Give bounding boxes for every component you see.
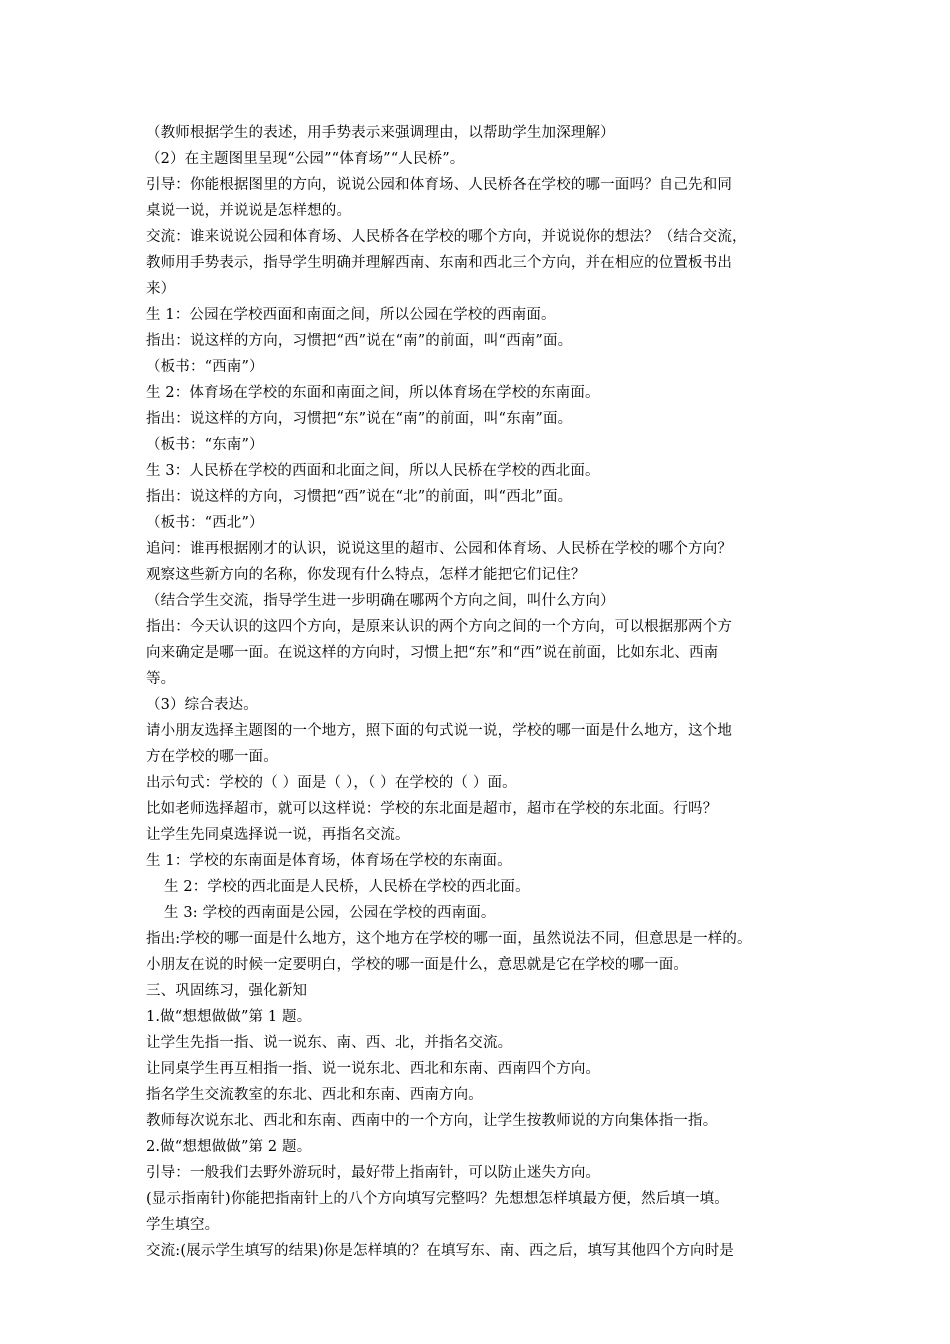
paragraph-line: 学生填空。 [146,1217,220,1233]
paragraph-line: 桌说一说，并说说是怎样想的。 [146,203,352,219]
paragraph-line: 指出：今天认识的这四个方向，是原来认识的两个方向之间的一个方向，可以根据那两个方 [146,619,732,635]
paragraph-line: （教师根据学生的表述，用手势表示来强调理由，以帮助学生加深理解） [146,125,615,141]
paragraph-line: 1.做“想想做做”第 1 题。 [146,1009,312,1025]
section-heading: 三、巩固练习，强化新知 [146,983,308,999]
paragraph-line: 让学生先同桌选择说一说，再指名交流。 [146,827,410,843]
paragraph-line: （板书：“西北”） [146,515,264,531]
paragraph-line: 让同桌学生再互相指一指、说一说东北、西北和东南、西南四个方向。 [146,1061,601,1077]
paragraph-line: 比如老师选择超市，就可以这样说：学校的东北面是超市，超市在学校的东北面。行吗？ [146,801,718,817]
paragraph-line: （板书：“东南”） [146,437,264,453]
paragraph-line: 等。 [146,671,176,687]
paragraph-line: 交流：谁来说说公园和体育场、人民桥各在学校的哪个方向，并说说你的想法？（结合交流， [146,229,747,245]
paragraph-line: （2）在主题图里呈现“公园”“体育场”“人民桥”。 [146,151,465,167]
paragraph-line: 指出：说这样的方向，习惯把“西”说在“北”的前面，叫“西北”面。 [146,489,573,505]
paragraph-line: 2.做“想想做做”第 2 题。 [146,1139,312,1155]
paragraph-line: 让学生先指一指、说一说东、南、西、北，并指名交流。 [146,1035,513,1051]
paragraph-line: 指出:学校的哪一面是什么地方，这个地方在学校的哪一面，虽然说法不同，但意思是一样的。 [146,931,752,947]
paragraph-line: 生 2：学校的西北面是人民桥，人民桥在学校的西北面。 [164,879,530,895]
paragraph-line: 观察这些新方向的名称，你发现有什么特点，怎样才能把它们记住？ [146,567,586,583]
paragraph-line: 指出：说这样的方向，习惯把“西”说在“南”的前面，叫“西南”面。 [146,333,573,349]
paragraph-line: 生 1：学校的东南面是体育场，体育场在学校的东南面。 [146,853,512,869]
paragraph-line: （3）综合表达。 [146,697,258,713]
paragraph-line: 出示句式：学校的（ ）面是（ ），（ ）在学校的（ ）面。 [146,775,517,791]
paragraph-line: 指名学生交流教室的东北、西北和东南、西南方向。 [146,1087,483,1103]
paragraph-line: （结合学生交流，指导学生进一步明确在哪两个方向之间，叫什么方向） [146,593,615,609]
paragraph-line: 请小朋友选择主题图的一个地方，照下面的句式说一说，学校的哪一面是什么地方，这个地 [146,723,732,739]
paragraph-line: 生 3: 学校的西南面是公园，公园在学校的西南面。 [164,905,496,921]
paragraph-line: （板书：“西南”） [146,359,264,375]
paragraph-line: 生 2：体育场在学校的东面和南面之间，所以体育场在学校的东南面。 [146,385,600,401]
paragraph-line: 生 1：公园在学校西面和南面之间，所以公园在学校的西南面。 [146,307,556,323]
paragraph-line: 向来确定是哪一面。在说这样的方向时，习惯上把“东”和“西”说在前面，比如东北、西南 [146,645,719,661]
paragraph-line: 方在学校的哪一面。 [146,749,278,765]
paragraph-line: 教师用手势表示，指导学生明确并理解西南、东南和西北三个方向，并在相应的位置板书出 [146,255,732,271]
paragraph-line: 引导：一般我们去野外游玩时，最好带上指南针，可以防止迷失方向。 [146,1165,601,1181]
document-body [146,120,846,1264]
paragraph-line: 指出：说这样的方向，习惯把“东”说在“南”的前面，叫“东南”面。 [146,411,573,427]
paragraph-line: 引导：你能根据图里的方向，说说公园和体育场、人民桥各在学校的哪一面吗？自己先和同 [146,177,732,193]
paragraph-line: 来） [146,281,176,297]
paragraph-line: 追问：谁再根据刚才的认识，说说这里的超市、公园和体育场、人民桥在学校的哪个方向？ [146,541,732,557]
paragraph-line: 生 3：人民桥在学校的西面和北面之间，所以人民桥在学校的西北面。 [146,463,600,479]
paragraph-line: (显示指南针)你能把指南针上的八个方向填写完整吗？先想想怎样填最方便，然后填一填。 [146,1191,729,1207]
paragraph-line: 小朋友在说的时候一定要明白，学校的哪一面是什么，意思就是它在学校的哪一面。 [146,957,689,973]
paragraph-line: 交流:(展示学生填写的结果)你是怎样填的？在填写东、南、西之后，填写其他四个方向时是 [146,1243,734,1259]
paragraph-line: 教师每次说东北、西北和东南、西南中的一个方向，让学生按教师说的方向集体指一指。 [146,1113,718,1129]
